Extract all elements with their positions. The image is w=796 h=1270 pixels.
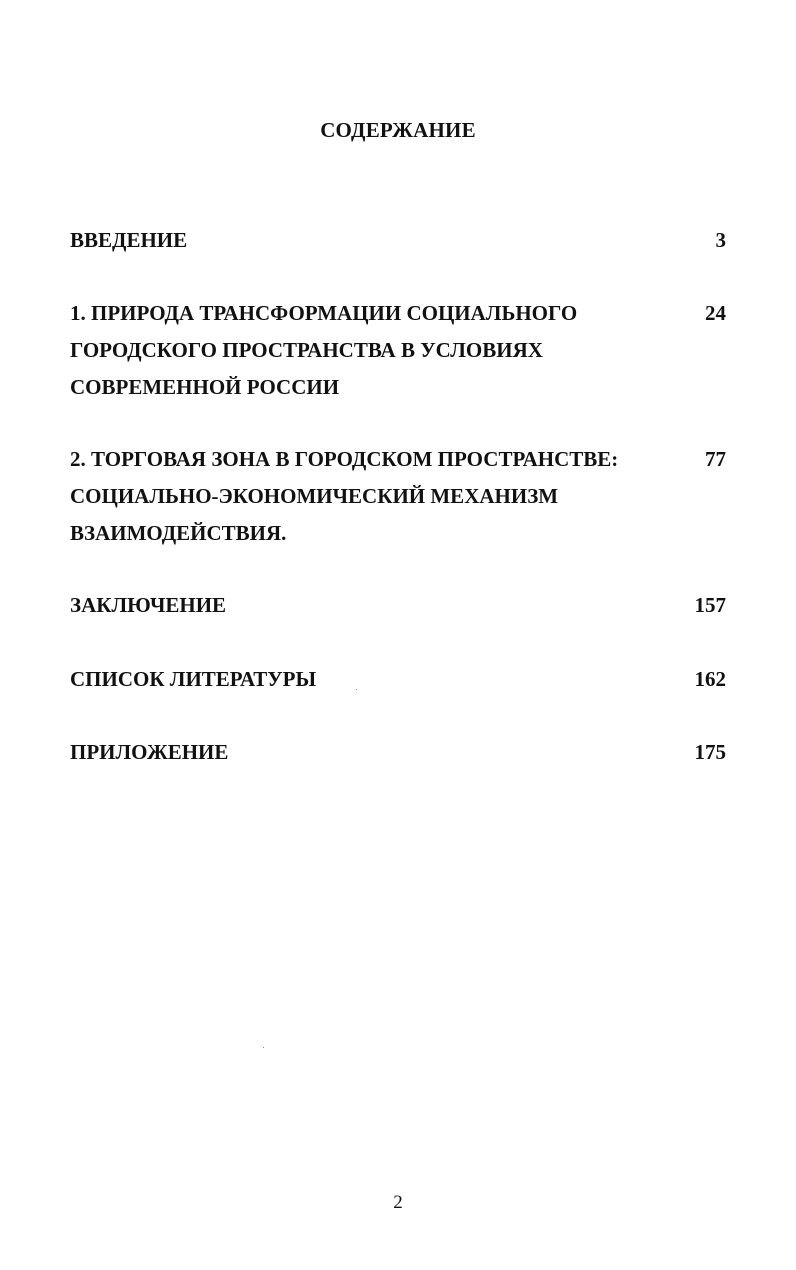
toc-entry-chapter-2	[70, 441, 726, 552]
toc-entry-page-number: 162	[694, 667, 726, 691]
toc-entry-title-line: 1. ПРИРОДА ТРАНСФОРМАЦИИ СОЦИАЛЬНОГО	[70, 301, 578, 325]
toc-entry-page-number: 3	[715, 228, 726, 252]
toc-entry-title-line: ВЗАИМОДЕЙСТВИЯ.	[70, 521, 287, 545]
toc-entry-page-number: 175	[694, 740, 726, 764]
toc-entry-title-line: ВВЕДЕНИЕ	[70, 228, 188, 252]
toc-entry-chapter-1	[70, 295, 726, 406]
page-number: 2	[393, 1192, 403, 1213]
toc-entry-introduction	[70, 222, 726, 259]
toc-entry-title-line: ГОРОДСКОГО ПРОСТРАНСТВА В УСЛОВИЯХ	[70, 338, 543, 362]
page-title: СОДЕРЖАНИЕ	[320, 118, 476, 142]
toc-entry-title-line: СОЦИАЛЬНО-ЭКОНОМИЧЕСКИЙ МЕХАНИЗМ	[70, 484, 559, 508]
toc-entry-title-line: СОВРЕМЕННОЙ РОССИИ	[70, 375, 340, 399]
toc-entry-title-line: ЗАКЛЮЧЕНИЕ	[70, 593, 227, 617]
toc-entry-page-number: 77	[705, 447, 726, 471]
scan-speck	[356, 689, 357, 690]
toc-entry-title-line: ПРИЛОЖЕНИЕ	[70, 740, 229, 764]
toc-entry-appendix	[70, 734, 726, 771]
scan-speck	[263, 1047, 264, 1048]
toc-entry-bibliography	[70, 661, 726, 698]
toc-entry-page-number: 157	[694, 593, 726, 617]
toc-entry-conclusion	[70, 587, 726, 624]
toc-entry-title-line: 2. ТОРГОВАЯ ЗОНА В ГОРОДСКОМ ПРОСТРАНСТВЕ:	[70, 447, 619, 471]
toc-entry-title-line: СПИСОК ЛИТЕРАТУРЫ	[70, 667, 317, 691]
toc-entry-page-number: 24	[705, 301, 726, 325]
